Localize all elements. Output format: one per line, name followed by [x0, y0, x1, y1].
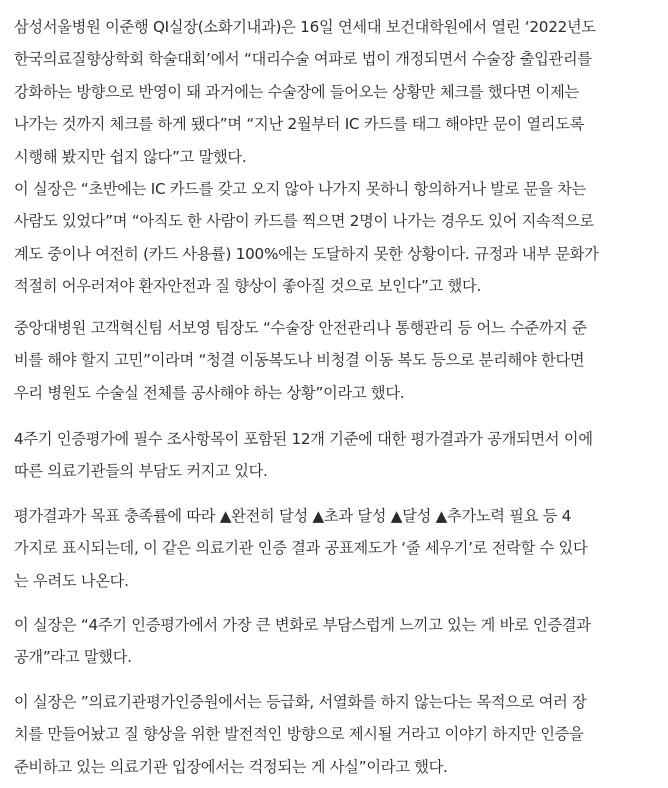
text-line: 중앙대병원 고객혁신팀 서보영 팀장도 “수술장 안전관리나 통행관리 등 어느 수준까지 준 — [14, 319, 587, 337]
text-line: 준비하고 있는 의료기관 입장에서는 걱정되는 게 사실”이라고 했다. — [14, 757, 448, 776]
text-line: 이 실장은 “4주기 인증평가에서 가장 큰 변화로 부담스럽게 느끼고 있는 게 바로 인증결과 — [14, 616, 591, 634]
text-line: 는 우려도 나온다. — [14, 571, 129, 590]
text-line: 치를 만들어놨고 질 향상을 위한 발전적인 방향으로 제시될 거라고 이야기 하지만 인증을 — [14, 725, 584, 744]
text-line: 비를 해야 할지 고민”이라며 “청결 이동복도나 비청결 이동 복도 등으로 분리해야 한다면 — [14, 351, 585, 370]
paragraph-4 — [14, 423, 662, 488]
text-line: 나가는 것까지 체크를 하게 됐다”며 “지난 2월부터 IC 카드를 태그 해야만 문이 열리도록 — [14, 115, 585, 134]
text-line: 한국의료질향상학회 학술대회’에서 “대리수술 여파로 법이 개정되면서 수술장 출입관리를 — [14, 50, 592, 69]
text-line: 이 실장은 ”의료기관평가인증원에서는 등급화, 서열화를 하지 않는다는 목적으로 여러 장 — [14, 693, 587, 711]
text-line: 삼성서울병원 이준행 QI실장(소화기내과)은 16일 연세대 보건대학원에서 열린 ‘2022년도 — [14, 18, 596, 36]
paragraph-3 — [14, 312, 662, 409]
text-line: 사람도 있었다”며 “아직도 한 사람이 카드를 찍으면 2명이 나가는 경우도 있어 지속적으로 — [14, 212, 594, 231]
text-line: 따른 의료기관들의 부담도 커지고 있다. — [14, 462, 268, 481]
text-line: 적절히 어우러져야 환자안전과 질 향상이 좋아질 것으로 보인다”고 했다. — [14, 277, 482, 296]
paragraph-2 — [14, 173, 662, 303]
text-line: 가지로 표시되는데, 이 같은 의료기관 인증 결과 공표제도가 ‘줄 세우기’로 전락할 수 있다 — [14, 539, 588, 558]
text-line: 이 실장은 “초반에는 IC 카드를 갖고 오지 않아 나가지 못하니 항의하거나 발로 문을 차는 — [14, 180, 587, 198]
paragraph-7 — [14, 686, 662, 783]
text-line: 우리 병원도 수술실 전체를 공사해야 하는 상황”이라고 했다. — [14, 383, 405, 402]
paragraph-6 — [14, 609, 662, 674]
text-line: 4주기 인증평가에 필수 조사항목이 포함된 12개 기준에 대한 평가결과가 공개되면서 이에 — [14, 430, 593, 448]
paragraph-1 — [14, 11, 662, 173]
text-line: 시행해 봤지만 쉽지 않다”고 말했다. — [14, 147, 247, 166]
text-line: 계도 중이나 여전히 (카드 사용률) 100%에는 도달하지 못한 상황이다. 규정과 내부 문화가 — [14, 244, 599, 263]
text-line: 공개”라고 말했다. — [14, 648, 132, 667]
text-line: 평가결과가 목표 충족률에 따라 ▲완전히 달성 ▲초과 달성 ▲달성 ▲추가노력 필요 등 4 — [14, 507, 572, 525]
paragraph-5 — [14, 500, 662, 597]
text-line: 강화하는 방향으로 반영이 돼 과거에는 수술장에 들어오는 상황만 체크를 했다면 이제는 — [14, 82, 579, 101]
